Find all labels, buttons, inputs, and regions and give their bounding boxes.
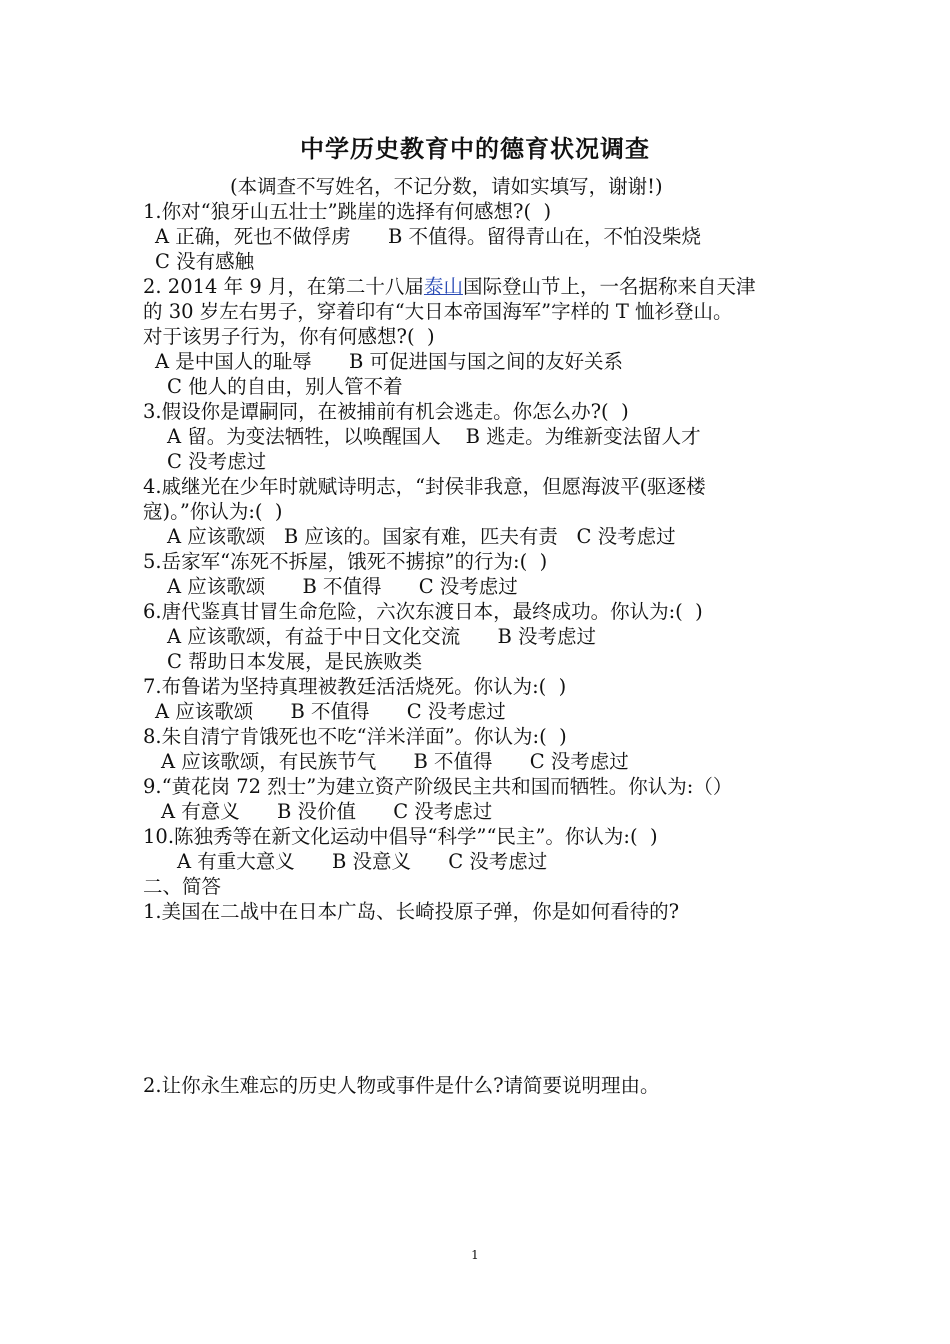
question-10-stem: 10.陈独秀等在新文化运动中倡导“科学”“民主”。你认为:( ) (143, 825, 658, 848)
question-6-stem: 6.唐代鉴真甘冒生命危险，六次东渡日本，最终成功。你认为:( ) (143, 600, 703, 623)
question-4-options: A 应该歌颂 B 应该的。国家有难，匹夫有责 C 没考虑过 (167, 525, 676, 548)
question-1-stem: 1.你对“狼牙山五壮士”跳崖的选择有何感想?( ) (143, 200, 552, 223)
question-4-stem: 4.戚继光在少年时就赋诗明志，“封侯非我意，但愿海波平(驱逐楼 (143, 475, 706, 498)
question-8-options: A 应该歌颂，有民族节气 B 不值得 C 没考虑过 (161, 750, 629, 773)
short-answer-2: 2.让你永生难忘的历史人物或事件是什么?请简要说明理由。 (143, 1074, 660, 1097)
question-10-options: A 有重大意义 B 没意义 C 没考虑过 (177, 850, 548, 873)
question-3-options-cont: C 没考虑过 (167, 450, 267, 473)
question-2-options-cont: C 他人的自由，别人管不着 (167, 375, 403, 398)
page-title: 中学历史教育中的德育状况调查 (300, 134, 650, 163)
question-5-stem: 5.岳家军“冻死不拆屋，饿死不掳掠”的行为:( ) (143, 550, 548, 573)
question-8-stem: 8.朱自清宁肯饿死也不吃“洋米洋面”。你认为:( ) (143, 725, 567, 748)
question-2-stem-cont: 的 30 岁左右男子，穿着印有“大日本帝国海军”字样的 T 恤衫登山。 (143, 300, 733, 323)
question-2-options: A 是中国人的耻辱 B 可促进国与国之间的友好关系 (155, 350, 624, 373)
question-5-options: A 应该歌颂 B 不值得 C 没考虑过 (167, 575, 518, 598)
question-2-stem (143, 274, 813, 299)
question-7-stem: 7.布鲁诺为坚持真理被教廷活活烧死。你认为:( ) (143, 675, 567, 698)
question-9-options: A 有意义 B 没价值 C 没考虑过 (161, 800, 493, 823)
question-3-options: A 留。为变法牺牲，以唤醒国人 B 逃走。为维新变法留人才 (167, 425, 701, 448)
question-2-stem-cont: 对于该男子行为，你有何感想?( ) (143, 325, 435, 348)
question-1-options: A 正确，死也不做俘虏 B 不值得。留得青山在，不怕没柴烧 (155, 225, 702, 248)
question-6-options: A 应该歌颂，有益于中日文化交流 B 没考虑过 (167, 625, 597, 648)
question-6-options-cont: C 帮助日本发展，是民族败类 (167, 650, 423, 673)
short-answer-1: 1.美国在二战中在日本广岛、长崎投原子弹，你是如何看待的? (143, 900, 680, 923)
question-9-stem: 9.“黄花岗 72 烈士”为建立资产阶级民主共和国而牺牲。你认为:（） (143, 775, 733, 798)
page-number: 1 (471, 1248, 479, 1262)
question-1-options-cont: C 没有感触 (155, 250, 255, 273)
section-2-heading: 二、简答 (143, 875, 222, 898)
question-2-stem-part: 国际登山节上，一名据称来自天津 (462, 275, 756, 298)
question-4-stem-cont: 寇)。”你认为:( ) (143, 500, 283, 523)
answer-space-1 (143, 924, 813, 1073)
question-3-stem: 3.假设你是谭嗣同，在被捕前有机会逃走。你怎么办?( ) (143, 400, 629, 423)
question-7-options: A 应该歌颂 B 不值得 C 没考虑过 (155, 700, 506, 723)
survey-instructions: (本调查不写姓名，不记分数，请如实填写，谢谢!) (230, 175, 663, 198)
question-2-stem-part: 2. 2014 年 9 月，在第二十八届 (143, 275, 424, 298)
taishan-link[interactable]: 泰山 (423, 275, 463, 298)
survey-body (143, 174, 813, 1098)
